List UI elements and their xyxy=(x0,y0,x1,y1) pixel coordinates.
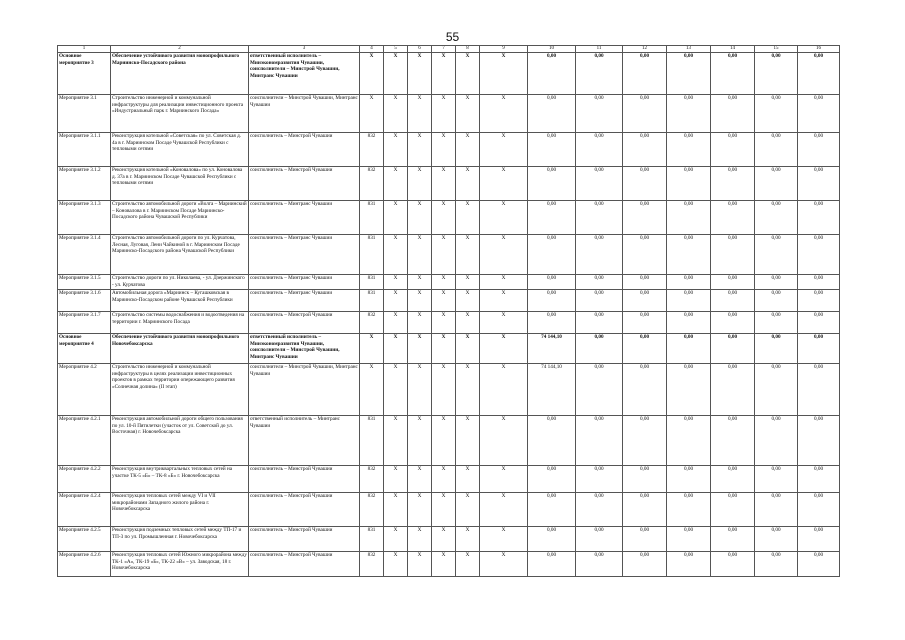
table-cell: X xyxy=(480,95,528,133)
table-cell: 0,00 xyxy=(711,95,755,133)
table-cell: 0,00 xyxy=(576,312,623,334)
table-cell: X xyxy=(408,466,432,493)
column-number: 11 xyxy=(576,46,623,53)
table-cell: 0,00 xyxy=(528,201,576,235)
table-cell: X xyxy=(360,95,384,133)
table-cell: соисполнитель – Минтранс Чувашии xyxy=(249,201,360,235)
table-cell: 0,00 xyxy=(667,95,711,133)
table-cell: 0,00 xyxy=(755,201,798,235)
table-cell: Строительство инженерной и коммунальной инфраструктуры в целях реализации инвестиционных проектов в рамках территории опережающего развития «Солнечная долина» (II этап) xyxy=(111,364,249,416)
table-cell: 0,00 xyxy=(667,235,711,275)
table-cell: X xyxy=(456,133,480,167)
table-cell: Мероприятие 3.1.2 xyxy=(58,167,111,201)
table-cell: X xyxy=(408,334,432,364)
table-cell: ответственный исполнитель – Минтранс Чувашии xyxy=(249,416,360,466)
table-cell: X xyxy=(480,290,528,312)
table-cell: соисполнитель – Минтранс Чувашии xyxy=(249,290,360,312)
table-cell: 0,00 xyxy=(576,527,623,552)
table-cell: 0,00 xyxy=(576,290,623,312)
table-cell: 0,00 xyxy=(667,334,711,364)
table-cell: 0,00 xyxy=(798,201,840,235)
table-cell: 0,00 xyxy=(528,527,576,552)
column-number: 10 xyxy=(528,46,576,53)
table-cell: 0,00 xyxy=(576,95,623,133)
table-cell: 0,00 xyxy=(576,201,623,235)
table-cell: 832 xyxy=(360,493,384,527)
table-cell: X xyxy=(408,53,432,95)
table-cell: 0,00 xyxy=(798,53,840,95)
table-cell: X xyxy=(432,416,456,466)
table-cell: 0,00 xyxy=(667,552,711,577)
table-cell: Мероприятие 3.1.4 xyxy=(58,235,111,275)
table-cell: Автомобильная дорога «Мариинск – Кугашковская в Мариинско-Посадском районе Чувашской Республики xyxy=(111,290,249,312)
table-cell: соисполнитель – Минстрой Чувашии xyxy=(249,133,360,167)
table-cell: Мероприятие 3.1.5 xyxy=(58,275,111,290)
table-cell: 0,00 xyxy=(623,53,667,95)
table-cell: X xyxy=(384,334,408,364)
table-cell: 0,00 xyxy=(755,133,798,167)
table-cell: X xyxy=(456,527,480,552)
table-cell: 832 xyxy=(360,312,384,334)
table-cell: Мероприятие 3.1 xyxy=(58,95,111,133)
table-cell: 0,00 xyxy=(576,552,623,577)
table-cell: Мероприятие 3.1.6 xyxy=(58,290,111,312)
table-cell: 0,00 xyxy=(667,312,711,334)
table-cell: 0,00 xyxy=(755,527,798,552)
table-cell: X xyxy=(408,493,432,527)
table-cell: 0,00 xyxy=(798,416,840,466)
table-cell: X xyxy=(432,95,456,133)
table-cell: 0,00 xyxy=(667,167,711,201)
table-cell: X xyxy=(432,53,456,95)
table-cell: X xyxy=(456,493,480,527)
table-cell: X xyxy=(456,235,480,275)
table-cell: 0,00 xyxy=(576,493,623,527)
table-cell: X xyxy=(384,466,408,493)
table-cell: X xyxy=(384,235,408,275)
table-cell: Мероприятие 3.1.7 xyxy=(58,312,111,334)
table-cell: X xyxy=(456,201,480,235)
column-number: 7 xyxy=(432,46,456,53)
table-cell: X xyxy=(480,552,528,577)
column-number: 1 xyxy=(58,46,111,53)
table-cell: 0,00 xyxy=(528,416,576,466)
table-cell: 0,00 xyxy=(798,527,840,552)
table-cell: 0,00 xyxy=(576,364,623,416)
table-cell: X xyxy=(384,201,408,235)
table-cell: Мероприятие 4.2.1 xyxy=(58,416,111,466)
table-row xyxy=(58,466,840,493)
table-cell: 0,00 xyxy=(798,312,840,334)
table-cell: X xyxy=(480,466,528,493)
table-cell: 0,00 xyxy=(528,290,576,312)
table-cell: 0,00 xyxy=(667,201,711,235)
table-cell: 0,00 xyxy=(667,290,711,312)
table-cell: 0,00 xyxy=(667,53,711,95)
table-cell: 0,00 xyxy=(711,527,755,552)
table-cell: X xyxy=(432,290,456,312)
table-cell: 0,00 xyxy=(528,133,576,167)
table-row xyxy=(58,167,840,201)
table-row xyxy=(58,133,840,167)
table-cell: Мероприятие 4.2.2 xyxy=(58,466,111,493)
table-cell: соисполнитель – Минстрой Чувашии xyxy=(249,466,360,493)
table-cell: X xyxy=(432,364,456,416)
table-cell: Реконструкция автомобильной дороги общего пользования по ул. 10-й Пятилетки (участок от ул. Советской до ул. Восточная) г. Новочебоксарска xyxy=(111,416,249,466)
table-cell: 0,00 xyxy=(711,167,755,201)
table-cell: X xyxy=(384,527,408,552)
column-number: 5 xyxy=(384,46,408,53)
table-cell: 0,00 xyxy=(576,334,623,364)
table-row xyxy=(58,552,840,577)
table-cell: X xyxy=(456,167,480,201)
table-cell: X xyxy=(432,466,456,493)
table-cell: 832 xyxy=(360,466,384,493)
column-number: 3 xyxy=(249,46,360,53)
table-cell: ответственный исполнитель – Минэкономразвития Чувашии, соисполнители – Минстрой Чувашии, Минтранс Чувашии xyxy=(249,334,360,364)
table-cell: 0,00 xyxy=(755,312,798,334)
table-cell: X xyxy=(408,201,432,235)
table-cell: 0,00 xyxy=(711,493,755,527)
table-cell: 0,00 xyxy=(711,235,755,275)
table-cell: X xyxy=(408,312,432,334)
table-cell: 0,00 xyxy=(755,235,798,275)
table-cell: Основное мероприятие 3 xyxy=(58,53,111,95)
table-cell: 0,00 xyxy=(623,201,667,235)
table-cell: 832 xyxy=(360,552,384,577)
table-row xyxy=(58,364,840,416)
table-cell: Мероприятие 3.1.3 xyxy=(58,201,111,235)
table-cell: X xyxy=(384,312,408,334)
table-cell: X xyxy=(456,552,480,577)
table-cell: Мероприятие 4.2 xyxy=(58,364,111,416)
table-cell: Реконструкция подземных тепловых сетей между ТП-17 и ТП-3 по ул. Промышленная г. Новочебоксарска xyxy=(111,527,249,552)
table-cell: X xyxy=(432,167,456,201)
table-cell: X xyxy=(480,167,528,201)
table-cell: 0,00 xyxy=(667,416,711,466)
table-cell: Мероприятие 3.1.1 xyxy=(58,133,111,167)
column-number: 16 xyxy=(798,46,840,53)
page-number: 55 xyxy=(445,30,460,44)
table-cell: X xyxy=(432,312,456,334)
table-cell: X xyxy=(456,312,480,334)
table-cell: 0,00 xyxy=(755,275,798,290)
table-cell: X xyxy=(360,334,384,364)
column-number: 4 xyxy=(360,46,384,53)
table-cell: X xyxy=(384,275,408,290)
table-cell: X xyxy=(408,95,432,133)
table-cell: X xyxy=(480,334,528,364)
table-cell: 0,00 xyxy=(755,552,798,577)
table-cell: X xyxy=(456,466,480,493)
table-cell: X xyxy=(432,201,456,235)
table-cell: Строительство инженерной и коммунальной инфраструктуры для реализации инвестиционного проекта «Индустриальный парк г. Мариинского Посада» xyxy=(111,95,249,133)
table-cell: X xyxy=(456,95,480,133)
table-cell: 0,00 xyxy=(798,167,840,201)
table-cell: X xyxy=(432,275,456,290)
table-cell: 0,00 xyxy=(623,275,667,290)
table-cell: X xyxy=(456,416,480,466)
table-cell: 0,00 xyxy=(528,95,576,133)
column-number: 2 xyxy=(111,46,249,53)
table-cell: 0,00 xyxy=(623,290,667,312)
table-row xyxy=(58,527,840,552)
table-cell: 0,00 xyxy=(623,552,667,577)
table-cell: 0,00 xyxy=(623,364,667,416)
table-cell: X xyxy=(384,364,408,416)
budget-table xyxy=(57,45,840,577)
table-cell: 0,00 xyxy=(623,466,667,493)
table-cell: 0,00 xyxy=(755,466,798,493)
table-cell: X xyxy=(408,167,432,201)
table-cell: 0,00 xyxy=(528,235,576,275)
table-cell: X xyxy=(432,527,456,552)
table-cell: Мероприятие 4.2.4 xyxy=(58,493,111,527)
table-cell: 0,00 xyxy=(576,235,623,275)
table-cell: 0,00 xyxy=(623,527,667,552)
table-cell: 0,00 xyxy=(755,290,798,312)
table-cell: X xyxy=(480,235,528,275)
table-cell: X xyxy=(408,235,432,275)
table-cell: 0,00 xyxy=(528,53,576,95)
table-cell: соисполнитель – Минстрой Чувашии xyxy=(249,552,360,577)
table-cell: 0,00 xyxy=(798,466,840,493)
table-cell: соисполнители – Минстрой Чувашии, Минтранс Чувашии xyxy=(249,95,360,133)
table-cell: X xyxy=(384,133,408,167)
table-cell: X xyxy=(408,527,432,552)
table-cell: X xyxy=(408,416,432,466)
table-cell: X xyxy=(408,133,432,167)
table-cell: Реконструкция тепловых сетей между VI и VII микрорайонами Западного жилого района г. Новочебоксарска xyxy=(111,493,249,527)
table-cell: 832 xyxy=(360,167,384,201)
table-cell: 0,00 xyxy=(798,290,840,312)
table-cell: X xyxy=(432,552,456,577)
table-row xyxy=(58,275,840,290)
column-number: 8 xyxy=(456,46,480,53)
table-cell: 0,00 xyxy=(755,53,798,95)
table-cell: 831 xyxy=(360,235,384,275)
table-cell: 0,00 xyxy=(755,364,798,416)
table-cell: X xyxy=(384,290,408,312)
table-cell: 0,00 xyxy=(623,334,667,364)
table-cell: 0,00 xyxy=(667,133,711,167)
table-cell: 831 xyxy=(360,527,384,552)
table-cell: 831 xyxy=(360,275,384,290)
table-cell: X xyxy=(480,133,528,167)
table-cell: Мероприятие 4.2.6 xyxy=(58,552,111,577)
table-cell: X xyxy=(480,201,528,235)
table-cell: X xyxy=(432,493,456,527)
table-cell: 0,00 xyxy=(623,167,667,201)
table-cell: соисполнители – Минстрой Чувашии, Минтранс Чувашии xyxy=(249,364,360,416)
table-cell: 0,00 xyxy=(623,416,667,466)
column-number: 9 xyxy=(480,46,528,53)
table-cell: ответственный исполнитель – Минэкономразвития Чувашии, соисполнители – Минстрой Чувашии, Минтранс Чувашии xyxy=(249,53,360,95)
table-cell: 74 144,10 xyxy=(528,334,576,364)
table-cell: X xyxy=(456,53,480,95)
table-cell: X xyxy=(480,493,528,527)
table-cell: 0,00 xyxy=(798,334,840,364)
table-cell: 0,00 xyxy=(798,235,840,275)
table-cell: 0,00 xyxy=(623,95,667,133)
table-cell: X xyxy=(480,53,528,95)
table-cell: 0,00 xyxy=(711,466,755,493)
table-cell: 0,00 xyxy=(711,312,755,334)
table-row xyxy=(58,334,840,364)
table-cell: 831 xyxy=(360,201,384,235)
table-cell: X xyxy=(480,364,528,416)
table-cell: 0,00 xyxy=(667,466,711,493)
table-cell: 0,00 xyxy=(798,133,840,167)
table-cell: 0,00 xyxy=(667,364,711,416)
table-cell: 0,00 xyxy=(528,466,576,493)
table-row xyxy=(58,235,840,275)
table-cell: X xyxy=(480,275,528,290)
table-cell: X xyxy=(456,334,480,364)
table-row xyxy=(58,416,840,466)
table-cell: 0,00 xyxy=(711,416,755,466)
table-cell: 0,00 xyxy=(528,493,576,527)
table-cell: Обеспечение устойчивого развития монопрофильного Мариинско-Посадского района xyxy=(111,53,249,95)
table-cell: соисполнитель – Минтранс Чувашии xyxy=(249,275,360,290)
table-cell: 0,00 xyxy=(576,53,623,95)
table-row xyxy=(58,493,840,527)
table-cell: X xyxy=(408,290,432,312)
table-cell: Строительство автомобильной дороги «Волга – Мариинский – Коновалова в г. Мариинском Посаде Мариинско-Посадского района Чувашской Республики xyxy=(111,201,249,235)
table-cell: 831 xyxy=(360,290,384,312)
table-cell: соисполнитель – Минстрой Чувашии xyxy=(249,493,360,527)
table-cell: соисполнитель – Минстрой Чувашии xyxy=(249,167,360,201)
column-number-row xyxy=(58,46,840,53)
table-cell: 0,00 xyxy=(623,133,667,167)
column-number: 13 xyxy=(667,46,711,53)
table-cell: Основное мероприятие 4 xyxy=(58,334,111,364)
table-cell: 0,00 xyxy=(798,364,840,416)
table-cell: 0,00 xyxy=(667,275,711,290)
table-cell: 0,00 xyxy=(798,95,840,133)
table-cell: Реконструкция котельной «Советская» по ул. Советская д. 4а в г. Мариинском Посаде Чувашской Республики с тепловыми сетями xyxy=(111,133,249,167)
table-cell: 0,00 xyxy=(576,466,623,493)
column-number: 12 xyxy=(623,46,667,53)
table-cell: 0,00 xyxy=(667,527,711,552)
table-cell: X xyxy=(480,416,528,466)
table-cell: Мероприятие 4.2.5 xyxy=(58,527,111,552)
table-cell: 0,00 xyxy=(623,493,667,527)
table-cell: 0,00 xyxy=(755,334,798,364)
table-cell: X xyxy=(384,416,408,466)
table-cell: 0,00 xyxy=(667,493,711,527)
table-cell: X xyxy=(408,552,432,577)
table-cell: X xyxy=(432,334,456,364)
table-cell: 0,00 xyxy=(755,167,798,201)
table-cell: 832 xyxy=(360,133,384,167)
table-cell: 0,00 xyxy=(528,312,576,334)
table-cell: 0,00 xyxy=(755,416,798,466)
table-cell: 0,00 xyxy=(711,53,755,95)
table-cell: X xyxy=(456,275,480,290)
table-cell: X xyxy=(384,53,408,95)
table-cell: X xyxy=(432,133,456,167)
table-cell: 0,00 xyxy=(576,275,623,290)
table-cell: 0,00 xyxy=(798,275,840,290)
table-cell: X xyxy=(408,364,432,416)
table-cell: 0,00 xyxy=(623,235,667,275)
table-cell: Обеспечение устойчивого развития монопрофильного Новочебоксарска xyxy=(111,334,249,364)
table-cell: 0,00 xyxy=(623,312,667,334)
table-cell: Строительство системы водоснабжения и водоотведения на территории г. Мариинского Посада xyxy=(111,312,249,334)
table-cell: X xyxy=(360,364,384,416)
table-cell: 0,00 xyxy=(755,95,798,133)
table-cell: 0,00 xyxy=(528,552,576,577)
table-cell: соисполнитель – Минстрой Чувашии xyxy=(249,527,360,552)
table-cell: X xyxy=(456,364,480,416)
table-cell: 0,00 xyxy=(798,552,840,577)
table-cell: X xyxy=(480,527,528,552)
table-cell: 0,00 xyxy=(711,364,755,416)
table-cell: 0,00 xyxy=(711,334,755,364)
table-cell: Строительство автомобильной дороги по ул. Курчатова, Лесная, Луговая, Лени Чайкиной в г. Мариинском Посаде Мариинско-Посадского района Чувашской Республики xyxy=(111,235,249,275)
table-cell: 0,00 xyxy=(576,416,623,466)
table-cell: 0,00 xyxy=(528,275,576,290)
table-cell: Строительство дороги по ул. Николаева, - ул. Дзержинского - ул. Курчатова xyxy=(111,275,249,290)
table-row xyxy=(58,95,840,133)
table-row xyxy=(58,201,840,235)
table-cell: X xyxy=(432,235,456,275)
table-cell: X xyxy=(408,275,432,290)
table-cell: X xyxy=(456,290,480,312)
column-number: 15 xyxy=(755,46,798,53)
table-cell: 0,00 xyxy=(576,133,623,167)
table-cell: 0,00 xyxy=(528,167,576,201)
table-cell: 74 144,10 xyxy=(528,364,576,416)
table-row xyxy=(58,290,840,312)
table-cell: X xyxy=(384,493,408,527)
table-cell: соисполнитель – Минстрой Чувашии xyxy=(249,312,360,334)
table-cell: Реконструкция тепловых сетей Южного микрорайона между ТК-1 «А», ТК-19 «Б», ТК-22 «В» – ул. Заводская, 18 г. Новочебоксарска xyxy=(111,552,249,577)
table-cell: 0,00 xyxy=(755,493,798,527)
table-row xyxy=(58,53,840,95)
table-cell: соисполнитель – Минтранс Чувашии xyxy=(249,235,360,275)
table-cell: Реконструкция котельной «Коновалова» по ул. Коновалова д. 37а в г. Мариинском Посаде Чувашской Республики с тепловыми сетями xyxy=(111,167,249,201)
column-number: 6 xyxy=(408,46,432,53)
table-cell: X xyxy=(384,167,408,201)
table-row xyxy=(58,312,840,334)
table-cell: 0,00 xyxy=(798,493,840,527)
table-cell: 0,00 xyxy=(711,201,755,235)
table-cell: Реконструкция внутриквартальных тепловых сетей на участке ТК-5 «Б» – ТК-8 «Б» г. Новочебоксарска xyxy=(111,466,249,493)
table-cell: X xyxy=(480,312,528,334)
table-cell: 0,00 xyxy=(711,275,755,290)
table-cell: 0,00 xyxy=(711,133,755,167)
column-number: 14 xyxy=(711,46,755,53)
table-cell: 831 xyxy=(360,416,384,466)
table-cell: 0,00 xyxy=(711,290,755,312)
table-cell: X xyxy=(360,53,384,95)
table-cell: 0,00 xyxy=(711,552,755,577)
table-cell: X xyxy=(384,95,408,133)
table-cell: 0,00 xyxy=(576,167,623,201)
table-cell: X xyxy=(384,552,408,577)
